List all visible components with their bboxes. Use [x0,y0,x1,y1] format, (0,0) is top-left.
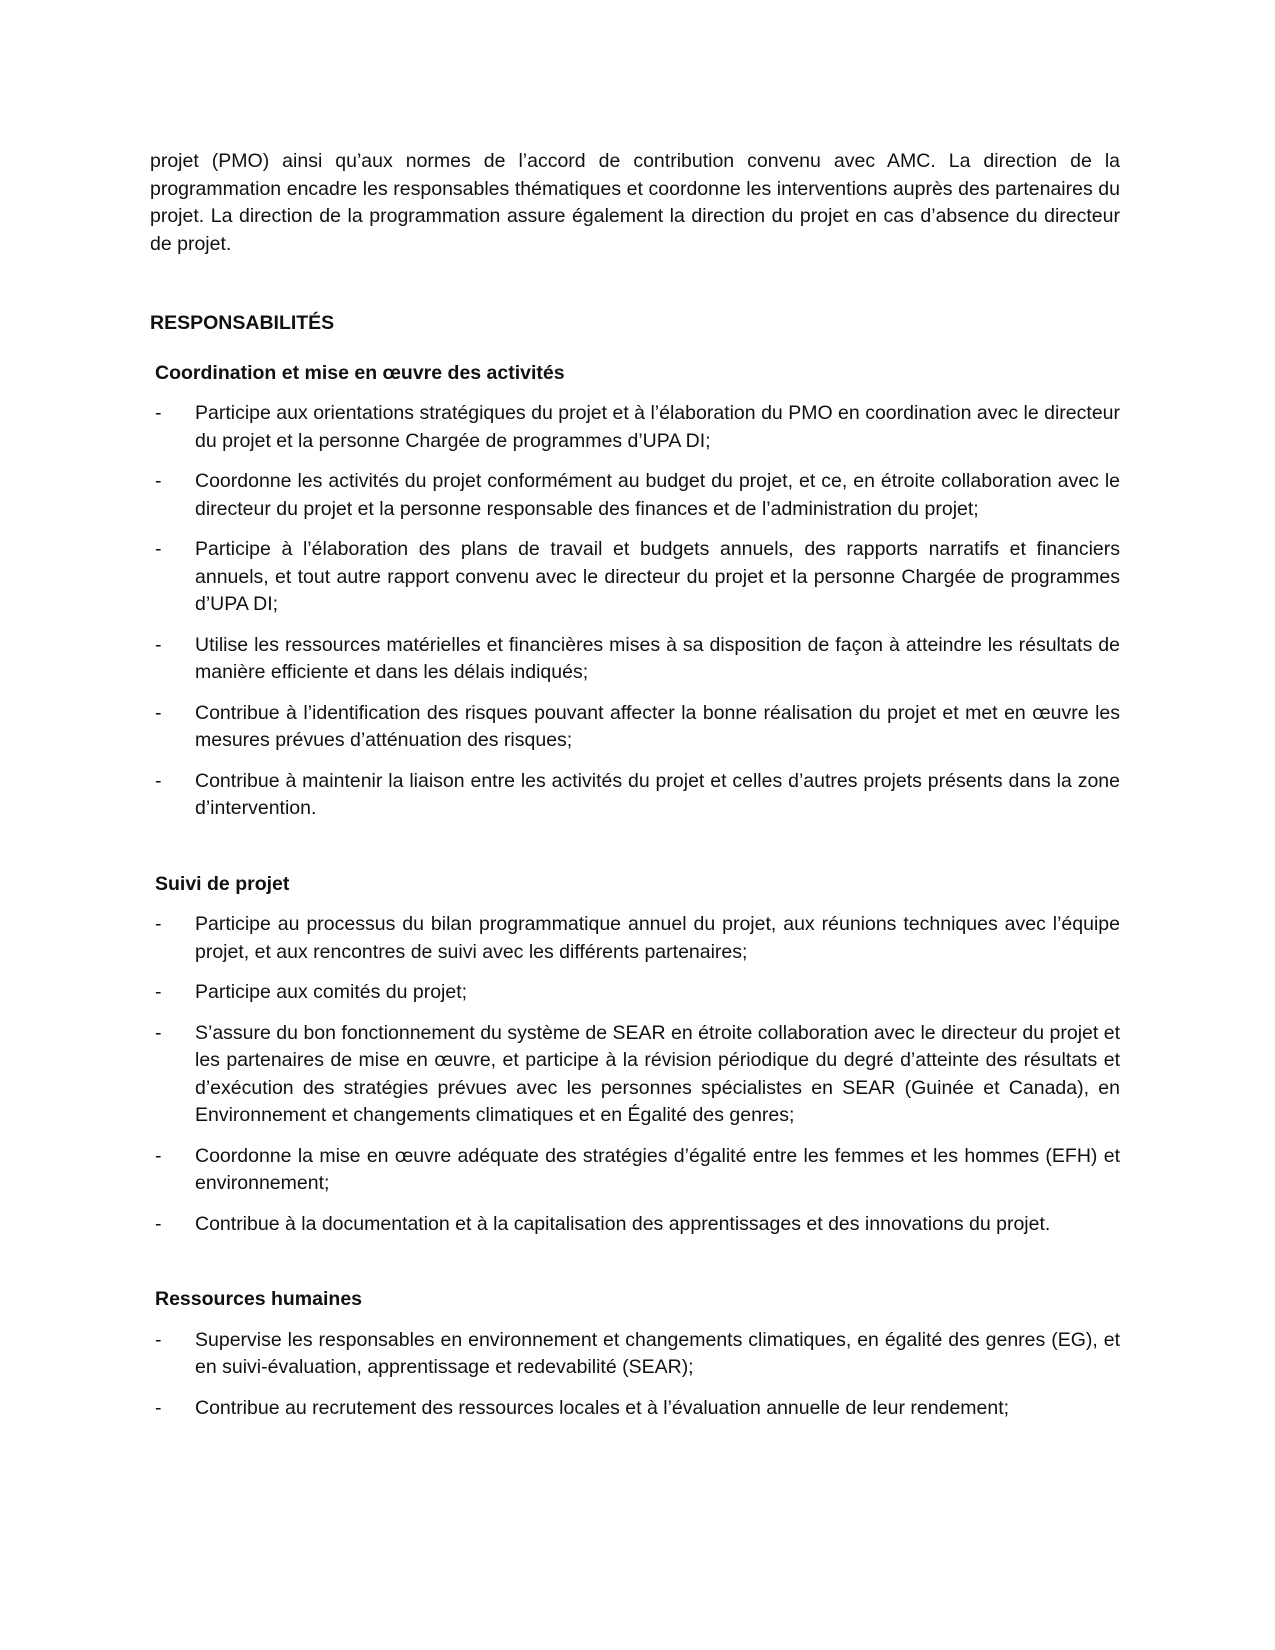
list-item-text: Participe aux orientations stratégiques du projet et à l’élaboration du PMO en coordination avec le directeur du projet et la personne Chargée de programmes d’UPA DI; [195,402,1120,452]
list-item-text: Participe à l’élaboration des plans de travail et budgets annuels, des rapports narratifs et financiers annuels, et tout autre rapport convenu avec le directeur du projet et la personne Chargée de programmes d’UPA DI; [195,538,1120,615]
list-item [150,400,1120,455]
list-item-text: Utilise les ressources matérielles et financières mises à sa disposition de façon à atteindre les résultats de manière efficiente et dans les délais indiqués; [195,633,1120,683]
bullet-dash: - [155,981,162,1003]
list-item [150,536,1120,619]
list-item-text: Contribue à la documentation et à la capitalisation des apprentissages et des innovations du projet. [195,1212,1051,1235]
list-item-text: Coordonne les activités du projet conformément au budget du projet, et ce, en étroite collaboration avec le directeur du projet et la personne responsable des finances et de l’administration du projet; [195,470,1120,520]
section-title: RESPONSABILITÉS [150,312,335,334]
bullet-list-coordination [150,400,1120,823]
list-item [150,1211,1120,1239]
list-item [150,1327,1120,1382]
bullet-dash: - [155,402,162,424]
list-item [150,911,1120,966]
list-item [150,632,1120,687]
bullet-dash: - [155,1212,162,1235]
list-item-text: Participe au processus du bilan programmatique annuel du projet, aux réunions techniques avec l’équipe projet, et aux rencontres de suivi avec les différents partenaires; [195,913,1120,963]
list-item-text: Contribue au recrutement des ressources locales et à l’évaluation annuelle de leur rendement; [195,1396,1010,1419]
bullet-dash: - [155,1021,162,1044]
subheading-ressources-humaines: Ressources humaines [155,1288,363,1310]
list-item-text: S’assure du bon fonctionnement du système de SEAR en étroite collaboration avec le directeur du projet et les partenaires de mise en œuvre, et participe à la révision périodique du degré d’atteinte des résultats et d’exécution des stratégies prévues avec les personnes spécialistes en SEAR (Guinée et Canada), en Environnement et changements climatiques et en Égalité des genres; [195,1021,1120,1126]
list-item [150,700,1120,755]
bullet-dash: - [155,701,162,724]
bullet-dash: - [155,633,162,656]
bullet-dash: - [155,1328,162,1351]
list-item [150,1020,1120,1130]
list-item-text: Participe aux comités du projet; [195,981,468,1003]
list-item [150,768,1120,823]
list-item [150,979,1120,1007]
bullet-dash: - [155,769,162,792]
subheading-suivi: Suivi de projet [155,872,290,895]
list-item-text: Supervise les responsables en environnement et changements climatiques, en égalité des genres (EG), et en suivi-évaluation, apprentissage et redevabilité (SEAR); [195,1328,1120,1378]
bullet-dash: - [155,913,162,935]
bullet-dash: - [155,1396,162,1419]
intro-paragraph: projet (PMO) ainsi qu’aux normes de l’accord de contribution convenu avec AMC. La direction de la programmation encadre les responsables thématiques et coordonne les interventions auprès des partenaires du projet. La direction de la programmation assure également la direction du projet en cas d’absence du directeur de projet. [150,150,1120,255]
subheading-coordination: Coordination et mise en œuvre des activités [155,361,565,384]
list-item [150,468,1120,523]
bullet-list-suivi [150,911,1120,1238]
list-item-text: Coordonne la mise en œuvre adéquate des stratégies d’égalité entre les femmes et les hommes (EFH) et environnement; [195,1144,1120,1194]
list-item [150,1395,1120,1423]
bullet-dash: - [155,1144,162,1167]
list-item-text: Contribue à l’identification des risques pouvant affecter la bonne réalisation du projet et met en œuvre les mesures prévues d’atténuation des risques; [195,701,1120,751]
list-item [150,1143,1120,1198]
bullet-dash: - [155,470,162,492]
list-item-text: Contribue à maintenir la liaison entre les activités du projet et celles d’autres projets présents dans la zone d’intervention. [195,769,1120,819]
bullet-list-ressources-humaines [150,1327,1120,1423]
page-content [150,148,1120,1435]
bullet-dash: - [155,538,162,560]
